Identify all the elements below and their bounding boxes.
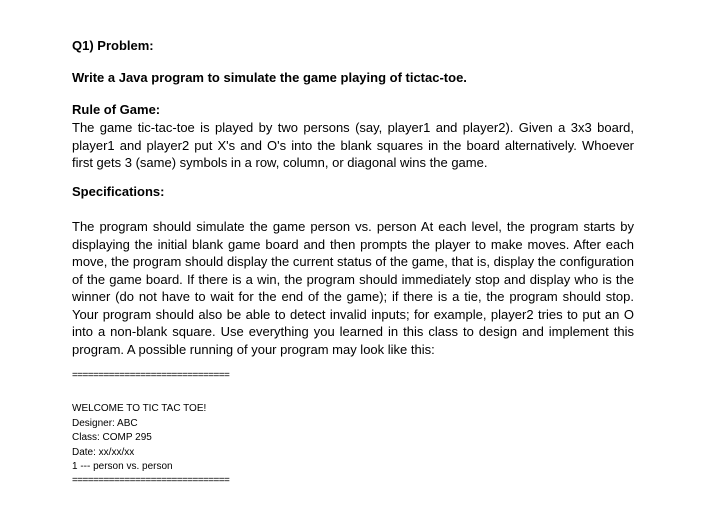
rule-paragraph: The game tic-tac-toe is played by two persons (say, player1 and player2). Given a 3x3 board, player1 and player2 put X's and O's into the blank squares in the board alternatively. Whoever first gets 3 (same) symbols in a row, column, or diagonal wins the game. [72,120,634,170]
specifications-heading: Specifications: [72,184,165,199]
output-line: Designer: ABC [72,417,138,429]
specifications-paragraph: The program should simulate the game person vs. person At each level, the program starts by displaying the initial blank game board and then prompts the player to make moves. After each move, the program should display the current status of the game, that is, display the configuration of the game board. If there is a win, the program should immediately stop and display who is the winner (do not have to wait for the end of the game); if there is a tie, the program should stop. Your program should also be able to detect invalid inputs; for example, player2 tries to put an O into a non-blank square. Use everything you learned in this class to design and implement this program. A possible running of your program may look like this: [72,219,634,357]
output-line: WELCOME TO TIC TAC TOE! [72,403,207,414]
task-statement: Write a Java program to simulate the game playing of tictac-toe. [72,70,467,85]
output-line: Date: xx/xx/xx [72,446,135,458]
output-line: 1 --- person vs. person [72,461,173,473]
problem-heading: Q1) Problem: [72,38,154,53]
separator-bottom: ============================== [72,474,230,486]
sample-output [72,370,229,487]
separator-top: ============================== [72,370,230,381]
rule-heading: Rule of Game: [72,102,161,117]
output-line: Class: COMP 295 [72,432,152,444]
